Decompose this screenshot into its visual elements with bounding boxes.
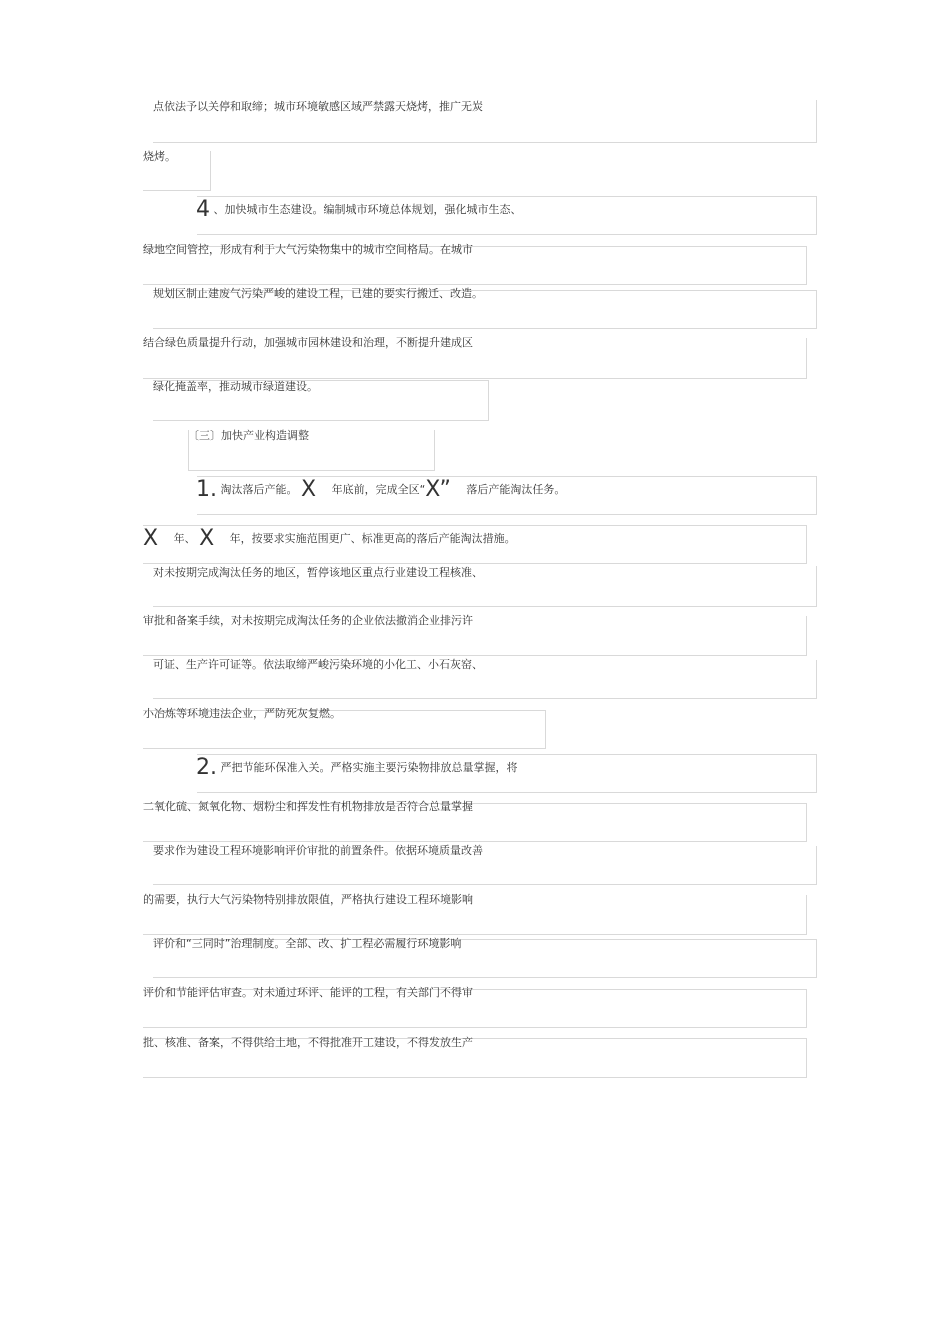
text-line: 绿地空间管控，形成有利于大气污染物集中的城市空间格局。在城市 xyxy=(143,243,473,256)
placeholder-x: X xyxy=(199,526,215,551)
text-line: 规划区制止建废气污染严峻的建设工程，已建的要实行搬迁、改造。 xyxy=(153,287,483,300)
text-line xyxy=(196,757,518,779)
text-line: 点依法予以关停和取缔；城市环境敏感区域严禁露天烧烤，推广无炭 xyxy=(153,100,483,113)
text-span: 淘汰落后产能。 xyxy=(220,483,298,496)
item-number: 1. xyxy=(196,477,217,502)
text-line: 可证、生产许可证等。依法取缔严峻污染环境的小化工、小石灰窑、 xyxy=(153,658,483,671)
text-line: 评价和“三同时”治理制度。全部、改、扩工程必需履行环境影响 xyxy=(153,937,462,950)
text-span: 严把节能环保准入关。严格实施主要污染物排放总量掌握，将 xyxy=(220,761,518,774)
text-span: 年，按要求实施范围更广、标准更高的落后产能淘汰措施。 xyxy=(229,532,516,545)
text-line xyxy=(143,528,516,550)
text-line: 审批和备案手续，对未按期完成淘汰任务的企业依法撤消企业排污许 xyxy=(143,614,473,627)
text-line: 结合绿色质量提升行动，加强城市园林建设和治理，不断提升建成区 xyxy=(143,336,473,349)
text-span: 、加快城市生态建设。编制城市环境总体规划，强化城市生态、 xyxy=(213,203,522,216)
item-number: 2. xyxy=(196,755,217,780)
text-line: 小冶炼等环境违法企业，严防死灰复燃。 xyxy=(143,707,341,720)
text-span: 年、 xyxy=(173,532,196,545)
text-line xyxy=(196,199,522,221)
text-line: 烧烤。 xyxy=(143,150,176,163)
text-line: 批、核准、备案，不得供给土地，不得批准开工建设，不得发放生产 xyxy=(143,1036,473,1049)
text-span: 年底前，完成全区“ xyxy=(331,483,426,496)
text-line: 评价和节能评估审查。对未通过环评、能评的工程，有关部门不得审 xyxy=(143,986,473,999)
text-line xyxy=(196,479,565,501)
text-line: 的需要，执行大气污染物特别排放限值，严格执行建设工程环境影响 xyxy=(143,893,473,906)
text-line: 要求作为建设工程环境影响评价审批的前置条件。依据环境质量改善 xyxy=(153,844,483,857)
item-number: 4 xyxy=(196,197,210,222)
placeholder-x: X xyxy=(143,526,159,551)
text-line: 对未按期完成淘汰任务的地区，暂停该地区重点行业建设工程核准、 xyxy=(153,566,483,579)
text-span: 落后产能淘汰任务。 xyxy=(466,483,566,496)
placeholder-x: X xyxy=(301,477,317,502)
text-line: 绿化掩盖率，推动城市绿道建设。 xyxy=(153,380,318,393)
text-line: 二氧化硫、氮氧化物、烟粉尘和挥发性有机物排放是否符合总量掌握 xyxy=(143,800,473,813)
section-heading: 〔三〕加快产业构造调整 xyxy=(188,429,309,442)
placeholder-x: X” xyxy=(425,477,451,502)
